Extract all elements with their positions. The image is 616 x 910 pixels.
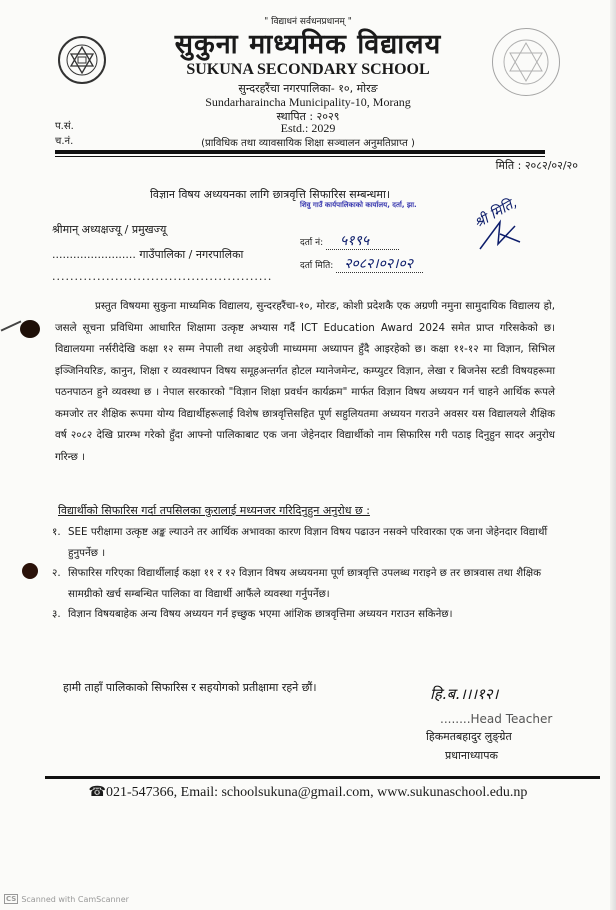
school-name-english: SUKUNA SECONDARY SCHOOL bbox=[186, 61, 430, 78]
footer-divider bbox=[45, 776, 600, 779]
school-motto: " विद्याधनं सर्वधनप्रधानम् " bbox=[264, 17, 352, 27]
condition-item bbox=[52, 522, 560, 563]
signatory-title: ........Head Teacher bbox=[440, 712, 553, 726]
registration-number-label: दर्ता नं: bbox=[300, 238, 324, 248]
scanner-text: Scanned with CamScanner bbox=[21, 894, 129, 904]
header-divider bbox=[55, 150, 545, 154]
signature bbox=[430, 684, 498, 704]
signature-scrawl: हि.ब.।।।१२। bbox=[430, 685, 499, 703]
registration-number bbox=[300, 231, 399, 250]
condition-number: ३. bbox=[52, 608, 61, 620]
contact-footer bbox=[0, 784, 616, 801]
condition-item bbox=[52, 604, 560, 625]
office-registration-stamp: शिवु गाउँ कार्यपालिकाको कार्यालय, दर्ता, झा. bbox=[300, 201, 417, 209]
signatory-name: हिकमतबहादुर लुङ्ग्रेत bbox=[426, 730, 512, 743]
established-nepali: स्थापित : २०२९ bbox=[276, 110, 340, 123]
condition-text: सिफारिस गरिएका विद्यार्थीलाई कक्षा ११ र १२ विज्ञान विषय अध्ययनमा पूर्ण छात्रवृत्ति उपलब्ध गराइने छ तर छात्रवास तथा शैक्षिक सामग्रीको खर्च सम्बन्धित पालिका वा विद्यार्थी आफैंले व्यवस्था गर्नुपर्नेछ। bbox=[68, 567, 542, 600]
signatory-role: प्रधानाध्यापक bbox=[445, 749, 498, 762]
letter-date: मिति : २०८२/०२/२० bbox=[495, 159, 578, 172]
closing-line: हामी ताहाँ पालिकाको सिफारिस र सहयोगको प्रतीक्षामा रहने छौं। bbox=[63, 681, 317, 694]
punch-hole-lower bbox=[22, 563, 38, 579]
conditions-list bbox=[52, 522, 560, 625]
condition-text: SEE परीक्षामा उत्कृष्ट अङ्क ल्याउने तर आर्थिक अभावका कारण विज्ञान विषय पढाउन नसक्ने परिवारका एक जना जेहेनदार विद्यार्थी हुनुपर्नेछ । bbox=[68, 526, 548, 559]
letter-body: प्रस्तुत विषयमा सुकुना माध्यमिक विद्यालय, सुन्दरहरैंचा-१०, मोरङ, कोशी प्रदेशकै एक अग्रणी नमुना सामुदायिक विद्यालय हो, जसले सूचना प्रविधिमा आधारित शिक्षामा उत्कृष्ट अभ्यास गर्दै ICT Education Award 2024 समेत प्राप्त गरिसकेको छ। विद्यालयमा नर्सरीदेखि कक्षा १२ सम्म नेपाली तथा अङ्ग्रेजी माध्यममा अध्यापन हुँदै आइरहेको छ। कक्षा ११-१२ मा विज्ञान, सिभिल इञ्जिनियरिङ, कानुन, शिक्षा र व्यवस्थापन विषय समूहअन्तर्गत होटल म्यानेजमेन्ट, कम्प्युटर विज्ञान, लेखा र बिजनेस स्टडी विषयहरूमा पठनपाठन हुने व्यवस्था छ । नेपाल सरकारको "विज्ञान शिक्षा प्रवर्धन कार्यक्रम" मार्फत विज्ञान विषय अध्ययन गर्न चाहने आर्थिक रूपले कमजोर तर शैक्षिक रूपमा योग्य विद्यार्थीहरूलाई विशेष छात्रवृत्तिसहित पूर्ण सहुलियतमा अध्ययन गराउने अवसर यस विद्यालयले शैक्षिक वर्ष २०८२ देखि प्रारम्भ गरेको हुँदा आफ्नो पालिकाबाट एक जना जेहेनदार विद्यार्थीको नाम सिफारिस गरी पठाइ दिनुहुन सादर अनुरोध गरिन्छ । bbox=[55, 300, 555, 463]
registration-date-value: २०८२।०२।०२ bbox=[336, 256, 423, 273]
scanner-watermark bbox=[4, 894, 129, 904]
recipient-line-1: श्रीमान् अध्यक्षज्यू / प्रमुखज्यू bbox=[52, 223, 167, 236]
contact-details: 021-547366, Email: schoolsukuna@gmail.com, www.sukunaschool.edu.np bbox=[106, 785, 528, 800]
school-name-nepali: सुकुना माध्यमिक विद्यालय bbox=[174, 29, 442, 60]
header-divider-thin bbox=[55, 156, 545, 157]
address-english: Sundarharaincha Municipality-10, Morang bbox=[205, 95, 411, 109]
recipient-line-3: ................................................. bbox=[52, 270, 273, 283]
letter-number-label: प.सं. bbox=[55, 121, 74, 132]
recipient-line-2: ........................ गाउँपालिका / नगरपालिका bbox=[52, 248, 244, 261]
permit-note: (प्राविधिक तथा व्यावसायिक शिक्षा सञ्चालन अनुमतिप्राप्त ) bbox=[201, 138, 415, 149]
request-heading: विद्यार्थीको सिफारिस गर्दा तपसिलका कुरालाई मध्यनजर गरिदिनुहुन अनुरोध छ : bbox=[58, 504, 370, 517]
punch-hole-mark bbox=[1, 320, 22, 331]
condition-number: १. bbox=[52, 526, 61, 538]
condition-number: २. bbox=[52, 567, 61, 579]
address-nepali: सुन्दरहरैंचा नगरपालिका- १०, मोरङ bbox=[238, 82, 378, 95]
telephone-icon: ☎ bbox=[88, 785, 106, 800]
marginal-note bbox=[470, 185, 550, 255]
condition-item bbox=[52, 563, 560, 604]
camscanner-logo-icon: CS bbox=[6, 895, 17, 903]
established-english: Estd.: 2029 bbox=[280, 121, 336, 135]
condition-text: विज्ञान विषयबाहेक अन्य विषय अध्ययन गर्न इच्छुक भएमा आंशिक छात्रवृत्तिमा अध्ययन गराउन सकिनेछ। bbox=[68, 608, 453, 620]
registration-number-value: ५१९५ bbox=[326, 233, 399, 250]
marginal-note-text: श्री मिति, bbox=[471, 194, 520, 232]
registration-date bbox=[300, 254, 423, 273]
letter-subject: विज्ञान विषय अध्ययनका लागि छात्रवृत्ति सिफारिस सम्बन्धमा। bbox=[150, 188, 390, 201]
registration-date-label: दर्ता मिति: bbox=[300, 261, 334, 271]
punch-hole-upper bbox=[20, 320, 40, 338]
dispatch-number-label: च.नं. bbox=[55, 136, 74, 147]
